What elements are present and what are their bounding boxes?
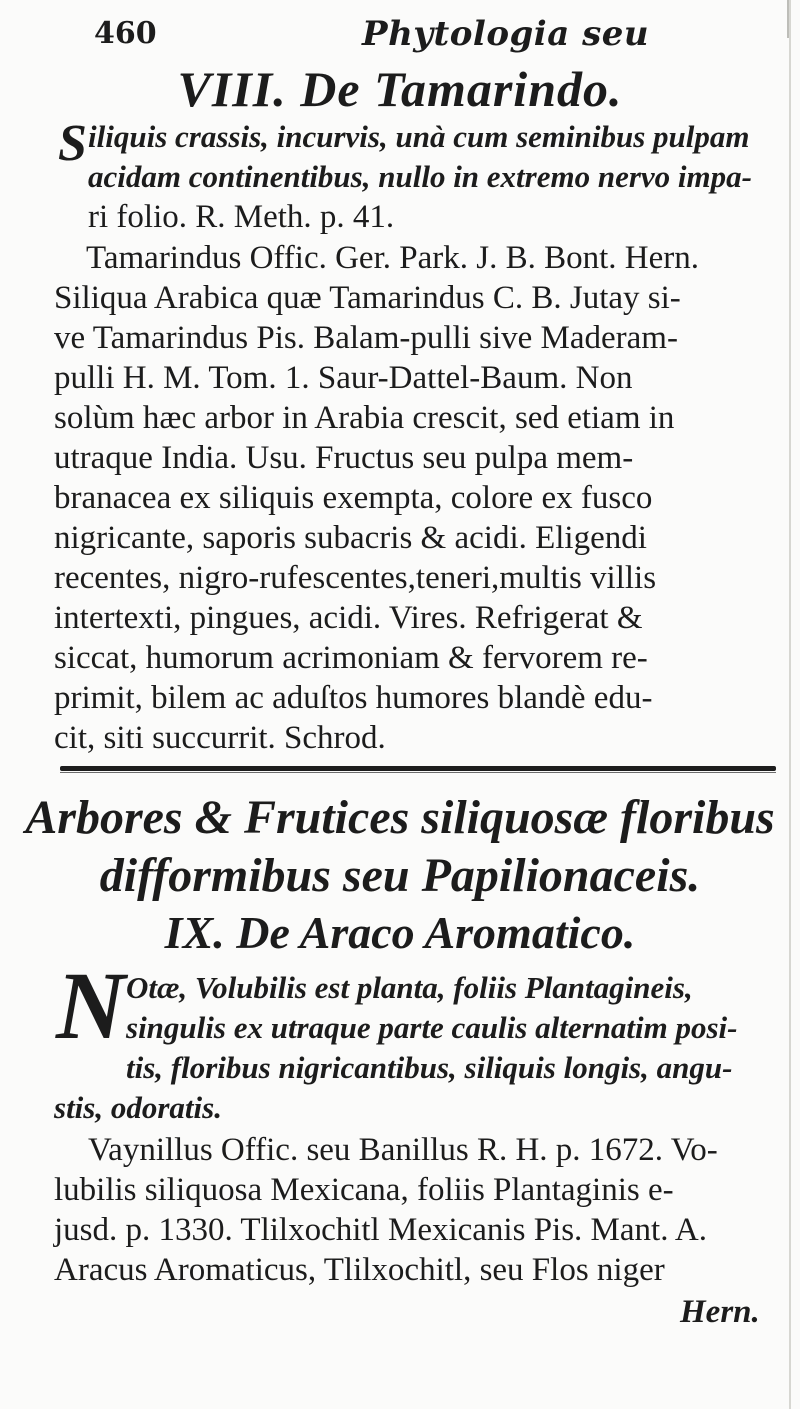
running-head xyxy=(94,12,774,56)
section-heading-aracus: IX. De Araco Aromatico. xyxy=(164,907,636,958)
group-heading-line-1: Arbores & Frutices siliquosæ floribus xyxy=(25,791,775,844)
section-divider-rule xyxy=(60,766,776,771)
text-line: ri folio. R. Meth. p. 41. xyxy=(88,199,395,235)
group-heading-line-2: difformibus seu Papilionaceis. xyxy=(99,849,701,902)
text-line: Otæ, Volubilis est planta, foliis Plantagineis, xyxy=(126,970,693,1005)
drop-capital-s: S xyxy=(58,115,87,172)
text-line: lubilis siliquosa Mexicana, foliis Plantaginis e- xyxy=(54,1172,674,1208)
catchword: Hern. xyxy=(680,1294,760,1330)
text-line: solùm hæc arbor in Arabia crescit, sed etiam in xyxy=(54,400,675,436)
text-line: Vaynillus Offic. seu Banillus R. H. p. 1672. Vo- xyxy=(88,1132,718,1168)
text-line: Siliqua Arabica quæ Tamarindus C. B. Jutay si- xyxy=(54,280,681,316)
text-line: stis, odoratis. xyxy=(54,1090,222,1125)
text-line: nigricante, saporis subacris & acidi. Eligendi xyxy=(54,520,647,556)
text-line: ve Tamarindus Pis. Balam-pulli sive Maderam- xyxy=(54,320,678,356)
text-line: pulli H. M. Tom. 1. Saur-Dattel-Baum. Non xyxy=(54,360,633,396)
text-line: tis, floribus nigricantibus, siliquis longis, angu- xyxy=(126,1050,733,1085)
text-line: acidam continentibus, nullo in extremo nervo impa- xyxy=(88,159,752,194)
text-line: recentes, nigro-rufescentes,teneri,multis villis xyxy=(54,560,657,596)
text-line: primit, bilem ac aduſtos humores blandè edu- xyxy=(54,680,653,716)
text-line: jusd. p. 1330. Tlilxochitl Mexicanis Pis. Mant. A. xyxy=(54,1212,707,1248)
page-number: 460 xyxy=(94,16,157,51)
page-gutter-line xyxy=(789,0,791,1409)
text-line: singulis ex utraque parte caulis alternatim posi- xyxy=(126,1010,738,1045)
section-heading-tamarindus: VIII. De Tamarindo. xyxy=(177,61,623,117)
text-line: intertexti, pingues, acidi. Vires. Refrigerat & xyxy=(54,600,643,636)
text-line: utraque India. Usu. Fructus seu pulpa mem- xyxy=(54,440,634,476)
running-title: Phytologia seu xyxy=(362,14,650,54)
text-line: iliquis crassis, incurvis, unà cum seminibus pulpam xyxy=(88,119,750,154)
text-line: Aracus Aromaticus, Tlilxochitl, seu Flos niger xyxy=(54,1252,665,1288)
text-line: Tamarindus Offic. Ger. Park. J. B. Bont. Hern. xyxy=(86,240,699,276)
text-line: branacea ex siliquis exempta, colore ex fusco xyxy=(54,480,653,516)
text-line: cit, siti succurrit. Schrod. xyxy=(54,720,386,756)
text-line: siccat, humorum acrimoniam & fervorem re- xyxy=(54,640,648,676)
drop-capital-n: N xyxy=(56,952,126,1059)
